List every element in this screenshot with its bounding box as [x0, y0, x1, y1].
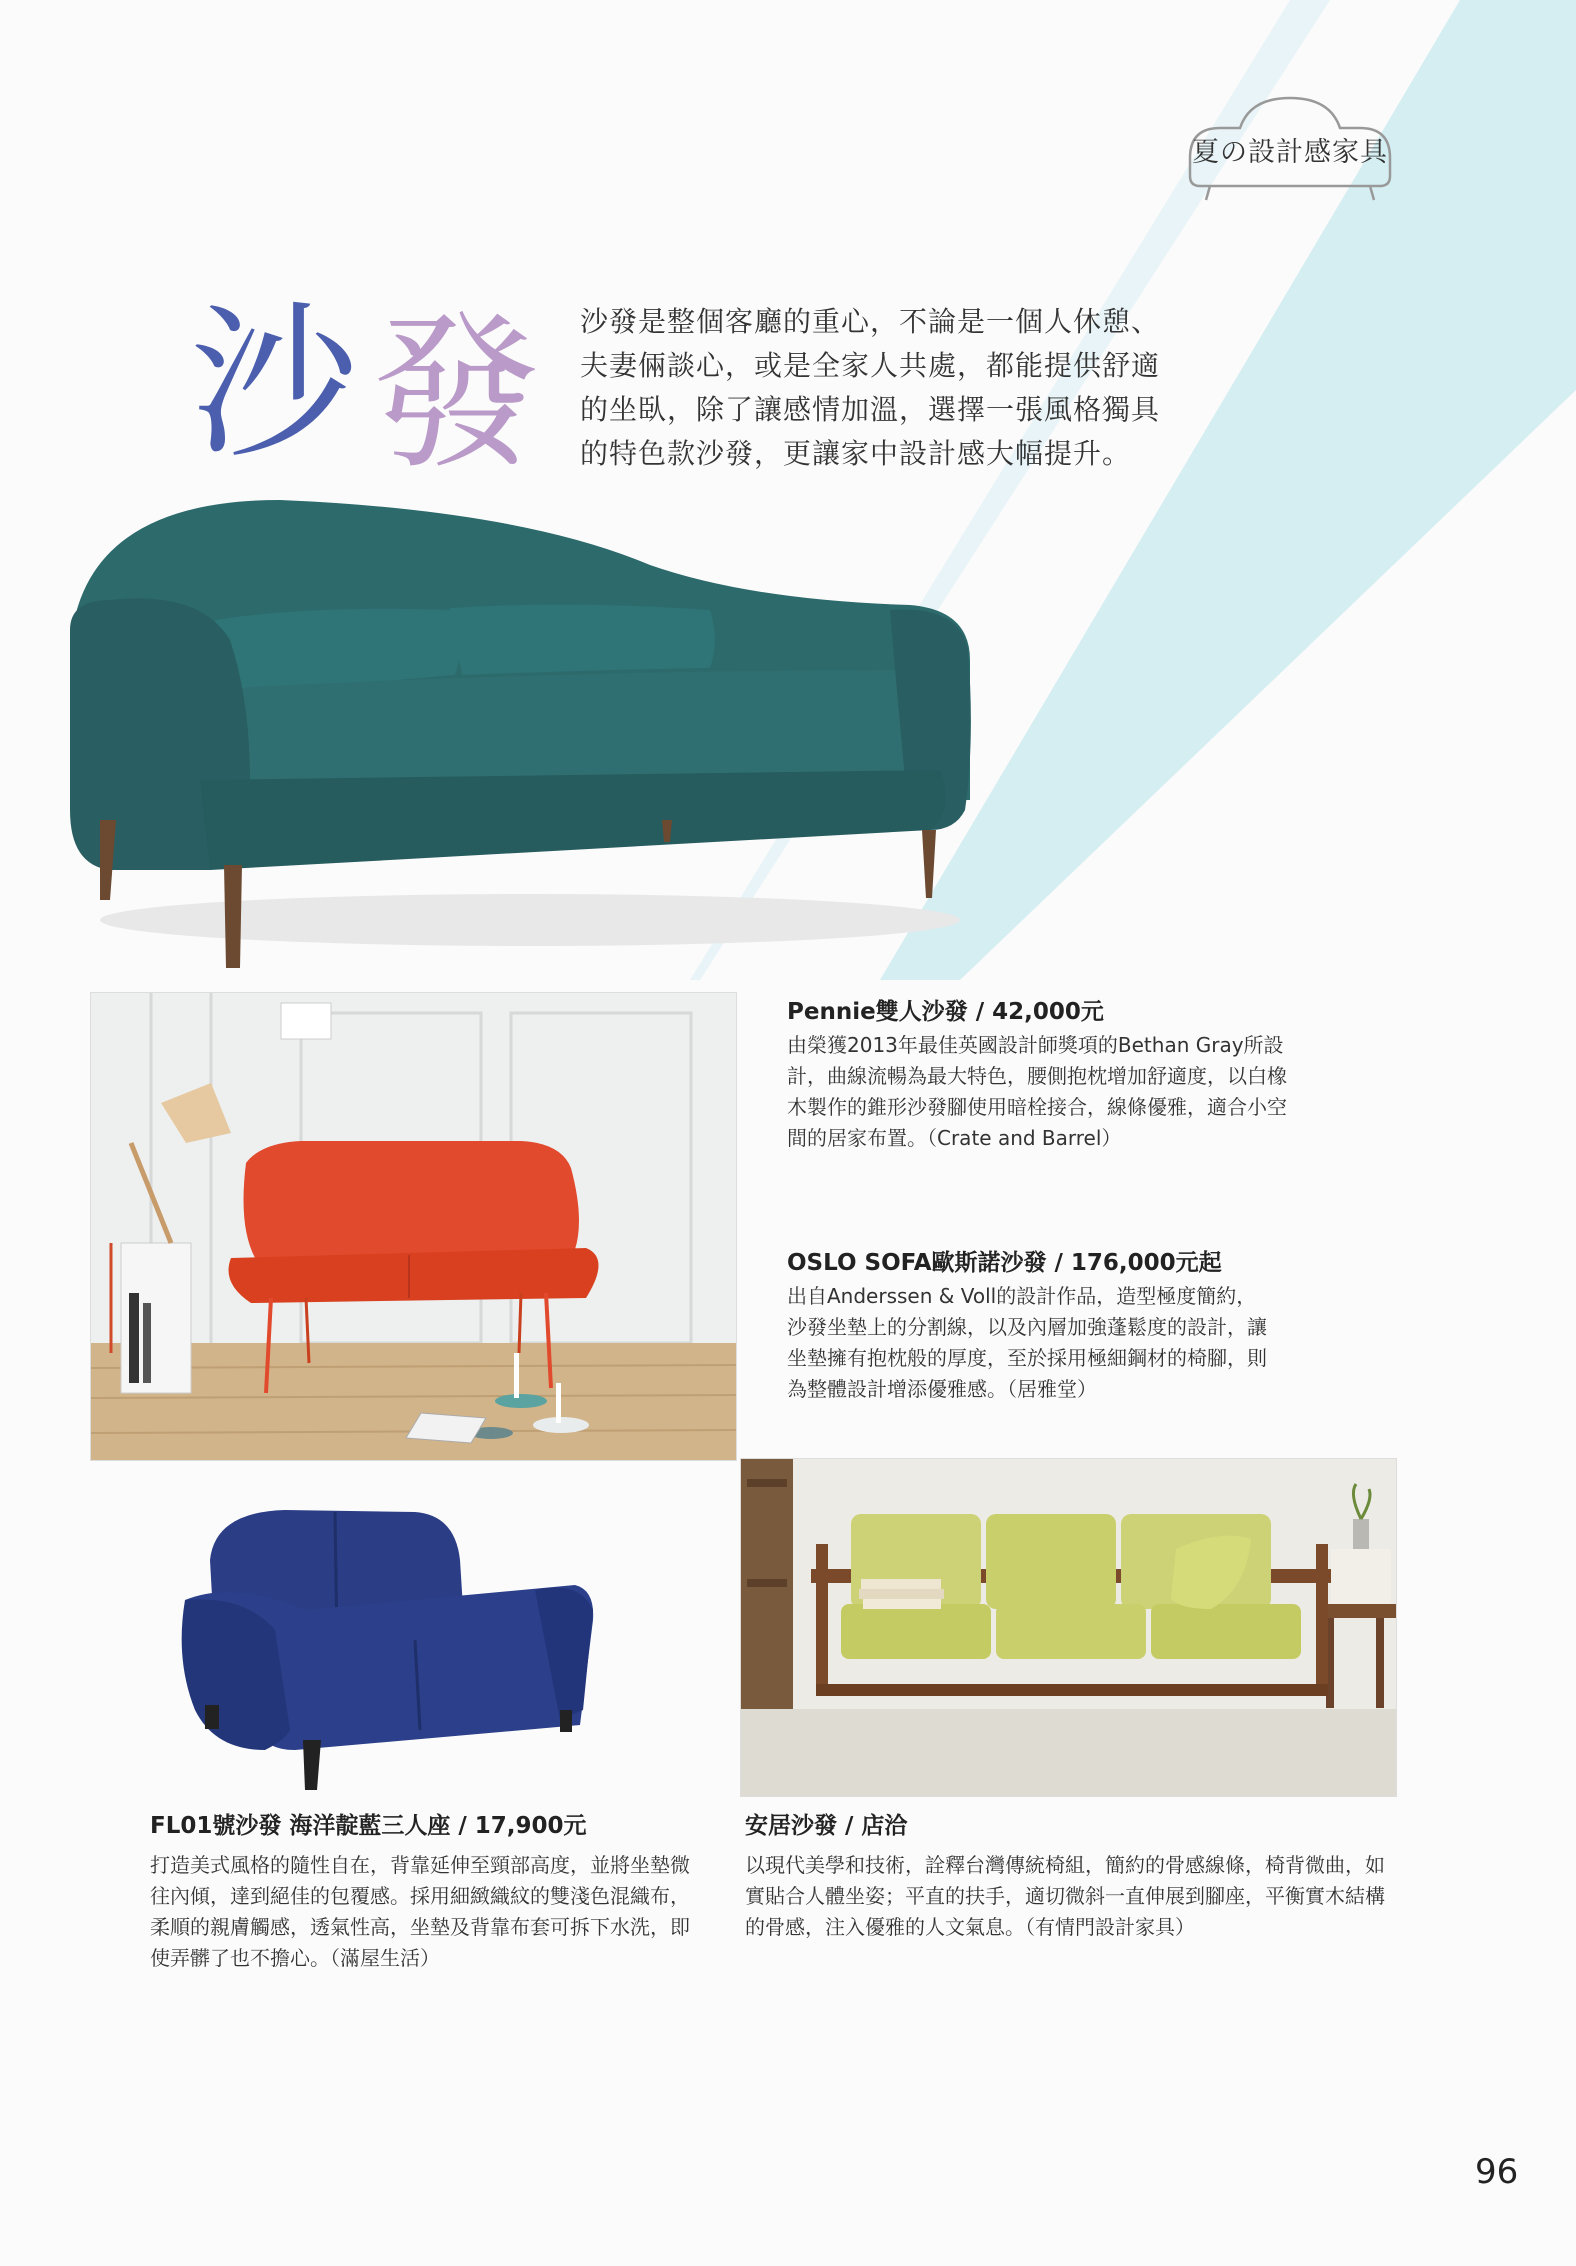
page-number: 96 [1475, 2152, 1519, 2192]
product-4-title: 安居沙發 / 店洽 [745, 1813, 908, 1839]
teal-sofa-photo [50, 480, 990, 980]
background-decoration [1190, 260, 1370, 920]
orange-sofa-photo [90, 992, 737, 1461]
product-3-description: 打造美式風格的隨性自在，背靠延伸至頸部高度，並將坐墊微往內傾，達到絕佳的包覆感。採用細緻織紋的雙淺色混織布，柔順的親膚觸感，透氣性高，坐墊及背靠布套可拆下水洗，即使弄髒了也不擔心。（滿屋生活） [150, 1853, 690, 1970]
product-2-title: OSLO SOFA歐斯諾沙發 / 176,000元起 [787, 1250, 1222, 1276]
title-char-2: 發 [372, 296, 540, 492]
product-1-description: 由榮獲2013年最佳英國設計師獎項的Bethan Gray所設計，曲線流暢為最大特色，腰側抱枕增加舒適度，以白橡木製作的錐形沙發腳使用暗栓接合，線條優雅，適合小空間的居家布置。（Crate and Barrel） [787, 1033, 1287, 1150]
intro-paragraph: 沙發是整個客廳的重心，不論是一個人休憩、夫妻倆談心，或是全家人共處，都能提供舒適的坐臥，除了讓感情加溫，選擇一張風格獨具的特色款沙發，更讓家中設計感大幅提升。 [580, 305, 1161, 470]
product-1-title: Pennie雙人沙發 / 42,000元 [787, 999, 1104, 1025]
product-3-title: FL01號沙發 海洋靛藍三人座 / 17,900元 [150, 1813, 587, 1839]
product-2-description: 出自Anderssen & Voll的設計作品，造型極度簡約，沙發坐墊上的分割線，以及內層加強蓬鬆度的設計，讓坐墊擁有抱枕般的厚度，至於採用極細鋼材的椅腳，則為整體設計增添優雅感。（居雅堂） [787, 1284, 1267, 1401]
navy-sofa-photo [175, 1500, 600, 1800]
title-char-1: 沙 [190, 286, 358, 482]
category-badge-label: 夏の設計感家具 [1192, 137, 1388, 168]
product-4-description: 以現代美學和技術，詮釋台灣傳統椅組，簡約的骨感線條，椅背微曲，如實貼合人體坐姿；平直的扶手，適切微斜一直伸展到腳座，平衡實木結構的骨感，注入優雅的人文氣息。（有情門設計家具） [745, 1853, 1385, 1939]
green-sofa-photo [740, 1458, 1397, 1797]
